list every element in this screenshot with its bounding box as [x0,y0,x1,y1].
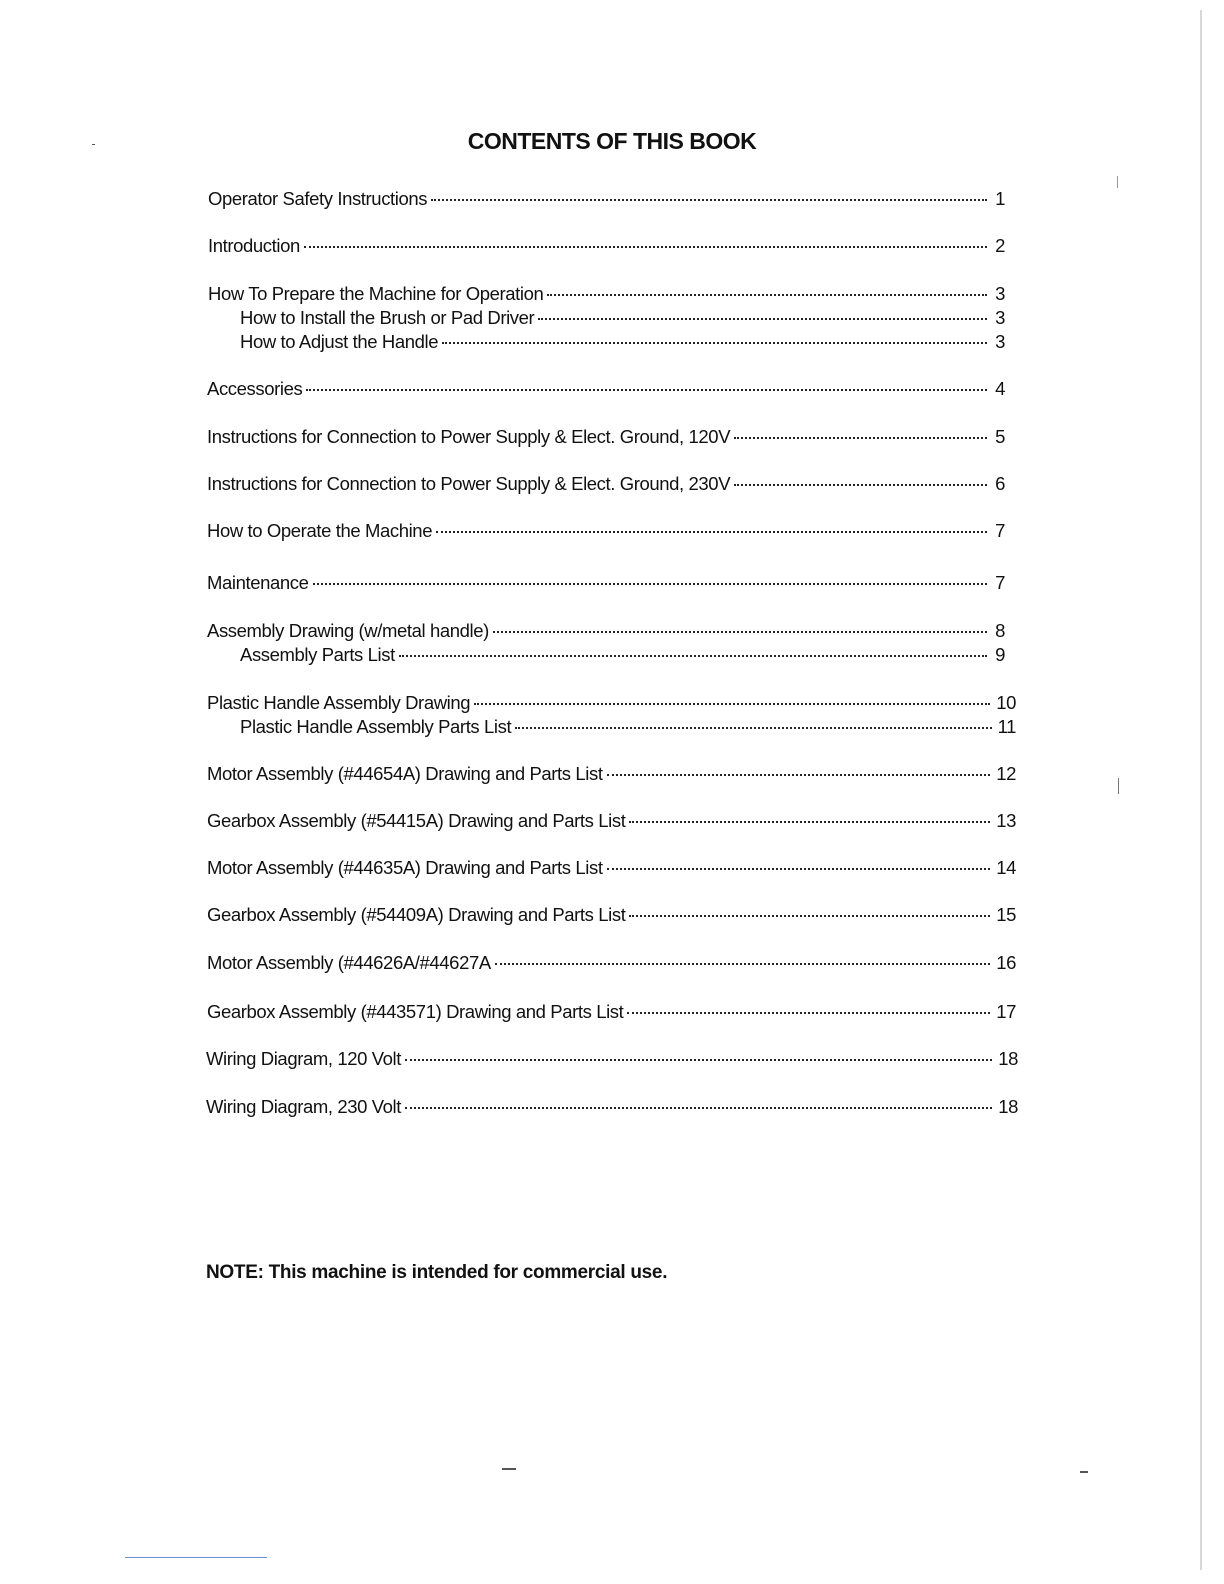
toc-dot-leader [538,318,987,320]
scan-speck [1117,176,1118,188]
toc-entry-label: Maintenance [207,572,309,593]
toc-entry-page: 17 [996,1001,1016,1022]
toc-entry-assembly-drawing[interactable] [207,619,1005,643]
commercial-use-note: NOTE: This machine is intended for commercial use. [206,1262,668,1283]
scan-speck [1118,778,1119,794]
toc-entry-motor-44654a[interactable] [207,762,1016,786]
toc-entry-plastic-handle-parts[interactable] [240,715,1016,739]
toc-dot-leader [607,868,991,870]
toc-entry-label: Accessories [207,378,303,399]
toc-entry-label: How to Adjust the Handle [240,331,439,352]
toc-entry-label: Introduction [208,235,300,256]
toc-entry-label: Wiring Diagram, 230 Volt [206,1096,402,1117]
toc-entry-page: 7 [995,520,1005,541]
toc-entry-page: 4 [995,378,1005,399]
toc-entry-label: Instructions for Connection to Power Supply & Elect. Ground, 230V [207,473,731,494]
toc-entry-page: 14 [996,857,1016,878]
toc-dot-leader [399,655,987,657]
toc-dot-leader [405,1107,992,1109]
toc-entry-label: How to Operate the Machine [207,520,433,541]
scan-speck [1080,1471,1088,1473]
toc-dot-leader [405,1059,992,1061]
toc-entry-page: 13 [996,810,1016,831]
toc-entry-label: Assembly Drawing (w/metal handle) [207,620,489,641]
toc-entry-label: Gearbox Assembly (#54415A) Drawing and Parts List [207,810,626,831]
toc-entry-power-230v[interactable] [207,472,1005,496]
toc-entry-page: 3 [995,283,1005,304]
toc-dot-leader [442,342,987,344]
toc-entry-page: 12 [996,763,1016,784]
toc-entry-page: 8 [995,620,1005,641]
toc-entry-label: Plastic Handle Assembly Drawing [207,692,471,713]
toc-entry-page: 15 [996,904,1016,925]
toc-entry-introduction[interactable] [208,234,1005,258]
toc-entry-install-brush[interactable] [240,306,1005,330]
scan-edge-line [125,1557,267,1558]
toc-entry-accessories[interactable] [207,377,1005,401]
toc-entry-page: 11 [997,716,1016,737]
toc-dot-leader [515,727,991,729]
toc-entry-page: 18 [998,1048,1018,1069]
toc-entry-page: 2 [995,235,1005,256]
toc-entry-page: 9 [995,644,1005,665]
toc-entry-page: 1 [995,188,1005,209]
toc-entry-wiring-230v[interactable] [206,1095,1018,1119]
toc-entry-plastic-handle-drawing[interactable] [207,691,1016,715]
toc-entry-page: 3 [995,307,1005,328]
toc-dot-leader [734,437,987,439]
toc-dot-leader [629,821,990,823]
toc-entry-page: 5 [995,426,1005,447]
toc-entry-page: 7 [995,572,1005,593]
toc-entry-motor-44626a[interactable] [207,951,1016,975]
toc-entry-gearbox-54415a[interactable] [207,809,1016,833]
toc-entry-label: Assembly Parts List [240,644,395,665]
scan-speck [92,144,95,145]
toc-entry-label: Wiring Diagram, 120 Volt [206,1048,402,1069]
toc-entry-label: Motor Assembly (#44654A) Drawing and Parts List [207,763,603,784]
toc-entry-wiring-120v[interactable] [206,1047,1018,1071]
toc-dot-leader [627,1012,990,1014]
toc-entry-operate-machine[interactable] [207,519,1005,543]
toc-entry-power-120v[interactable] [207,425,1005,449]
toc-dot-leader [607,774,991,776]
toc-dot-leader [474,703,990,705]
toc-dot-leader [629,915,990,917]
toc-entry-maintenance[interactable] [207,571,1005,595]
toc-entry-adjust-handle[interactable] [240,330,1005,354]
toc-entry-page: 18 [998,1096,1018,1117]
toc-dot-leader [734,484,987,486]
toc-dot-leader [304,246,987,248]
toc-entry-label: How To Prepare the Machine for Operation [208,283,544,304]
toc-entry-page: 10 [996,692,1016,713]
toc-dot-leader [495,963,990,965]
toc-entry-motor-44635a[interactable] [207,856,1016,880]
toc-entry-label: Gearbox Assembly (#54409A) Drawing and Parts List [207,904,626,925]
toc-entry-page: 6 [995,473,1005,494]
toc-dot-leader [306,389,987,391]
toc-entry-label: Motor Assembly (#44626A/#44627A [207,952,491,973]
toc-entry-label: Plastic Handle Assembly Parts List [240,716,512,737]
toc-dot-leader [493,631,987,633]
toc-entry-gearbox-443571[interactable] [207,1000,1016,1024]
toc-entry-label: Gearbox Assembly (#443571) Drawing and Parts List [207,1001,624,1022]
toc-dot-leader [313,583,987,585]
toc-dot-leader [431,199,987,201]
toc-entry-operator-safety[interactable] [208,187,1005,211]
page-title: CONTENTS OF THIS BOOK [467,128,757,154]
toc-entry-gearbox-54409a[interactable] [207,903,1016,927]
toc-entry-label: How to Install the Brush or Pad Driver [240,307,535,328]
toc-entry-prepare-machine[interactable] [208,282,1005,306]
toc-entry-page: 16 [996,952,1016,973]
toc-dot-leader [436,531,987,533]
toc-entry-label: Motor Assembly (#44635A) Drawing and Parts List [207,857,603,878]
scan-speck [502,1468,516,1470]
toc-entry-label: Instructions for Connection to Power Supply & Elect. Ground, 120V [207,426,731,447]
toc-entry-label: Operator Safety Instructions [208,188,428,209]
toc-entry-assembly-parts[interactable] [240,643,1005,667]
toc-dot-leader [547,294,987,296]
toc-entry-page: 3 [995,331,1005,352]
